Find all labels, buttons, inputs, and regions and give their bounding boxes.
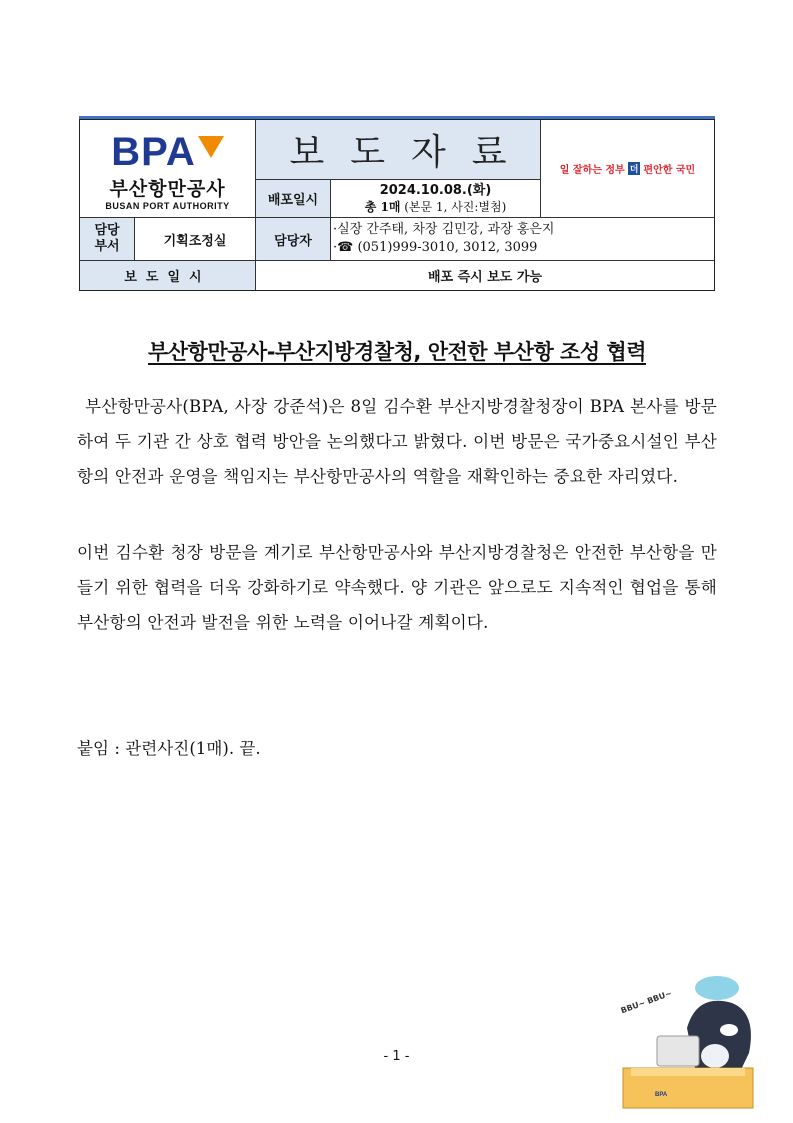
distribution-pages: 총 1매 (364, 199, 401, 214)
manager-value (331, 218, 714, 261)
attachment-note: 붙임 : 관련사진(1매). 끝. (77, 739, 261, 758)
laptop-icon (657, 1036, 699, 1066)
page-number: - 1 - (383, 1049, 410, 1064)
body-paragraph-2: 이번 김수환 청장 방문을 계기로 부산항만공사와 부산지방경찰청은 안전한 부산항을 만들기 위한 협력을 더욱 강화하기로 약속했다. 양 기관은 앞으로도 지속적인 협업을 통해 부산항의 안전과 발전을 위한 노력을 이어나갈 계획이다. (77, 543, 717, 632)
doc-type-title: 보도자료 (256, 120, 541, 180)
bpa-logo-korean: 부산항만공사 (109, 178, 226, 200)
distribution-value (331, 180, 541, 218)
release-label: 보도일시 (80, 261, 256, 290)
bpa-triangle-icon (198, 136, 224, 158)
slogan-part2: 편안한 국민 (643, 165, 696, 176)
bpa-logo-english: BUSAN PORT AUTHORITY (105, 201, 230, 211)
manager-label: 담당자 (256, 218, 331, 261)
release-value: 배포 즉시 보도 가능 (427, 270, 543, 285)
dept-label-line2: 부서 (94, 239, 120, 254)
manager-phone: ·☎ (051)999-3010, 3012, 3099 (333, 240, 538, 255)
distribution-date: 2024.10.08.(화) (379, 182, 492, 198)
dept-label (80, 218, 135, 261)
government-slogan (541, 120, 714, 218)
distribution-label: 배포일시 (256, 180, 331, 218)
mascot-text: BBU~ BBU~ (619, 988, 673, 1016)
manager-names: ·실장 간주태, 차장 김민강, 과장 홍은지 (333, 222, 555, 237)
bpa-logo (80, 120, 256, 218)
body-paragraph-1: 부산항만공사(BPA, 사장 강준석)은 8일 김수환 부산지방경찰청장이 BPA 본사를 방문하여 두 기관 간 상호 협력 방안을 논의했다고 밝혔다. 이번 방문은 국가중요시설인 부산항의 안전과 운영을 책임지는 부산항만공사의 역할을 재확인하는 중요한 자리였다. (77, 397, 717, 486)
slogan-part1: 일 잘하는 정부 (559, 165, 625, 176)
small-dolphin-icon (695, 976, 739, 1000)
distribution-detail: (본문 1, 사진:별첨) (404, 199, 507, 214)
distribution-pages-line (365, 199, 507, 216)
headline: 부산항만공사-부산지방경찰청, 안전한 부산항 조성 협력 (147, 340, 646, 364)
press-release-header-table (79, 119, 715, 291)
dept-value: 기획조정실 (135, 218, 256, 261)
bpa-logo-text: BPA (111, 130, 196, 174)
dept-label-line1: 담당 (94, 223, 120, 238)
mascot-illustration (617, 968, 767, 1118)
svg-text:BPA: BPA (655, 1092, 668, 1098)
slogan-box: 더 (628, 162, 641, 175)
